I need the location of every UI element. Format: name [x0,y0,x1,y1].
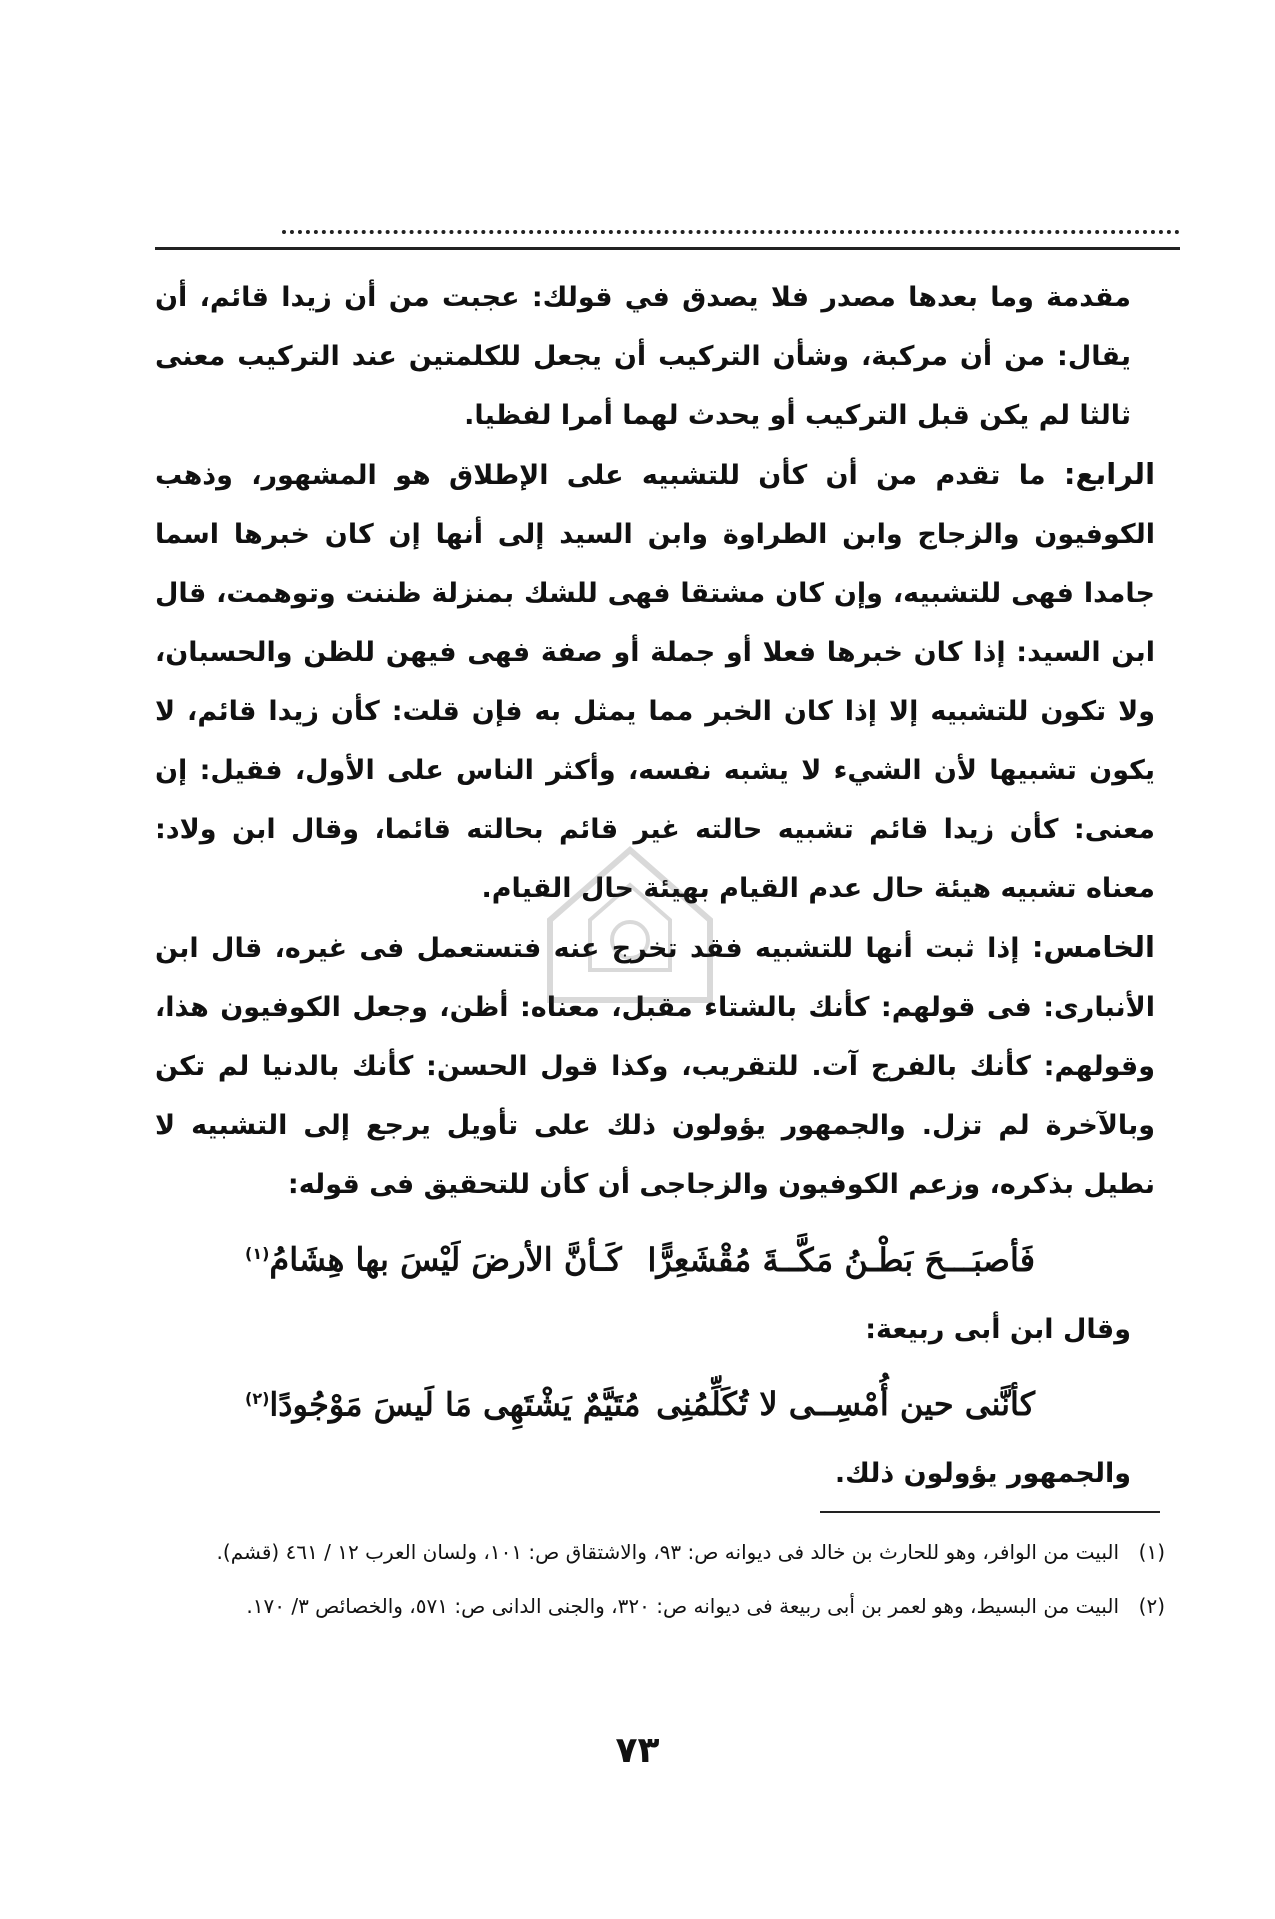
footnote-number: (٢) [1138,1594,1165,1618]
verse-1 [245,1224,1035,1290]
footnote-number: (١) [1138,1540,1165,1564]
footnote-2 [155,1584,1165,1628]
footnote-1 [155,1530,1165,1574]
verse-1-second-hemistich [245,1224,622,1290]
verse-2-intro: وقال ابن أبى ربيعة: [865,1313,1131,1345]
paragraph-text: مقدمة وما بعدها مصدر فلا يصدق في قولك: عجبت من أن زيدا قائم، أن يقال: من أن مركبة، وشأن التركيب أن يجعل للكلمتين عند التركيب معنى ثالثا لم يكن قبل التركيب أو يحدث لهما أمرا لفظيا. [155,282,1131,431]
paragraph-text: إذا ثبت أنها للتشبيه فقد تخرج عنه فتستعمل فى غيره، قال ابن الأنبارى: فى قولهم: كأنك بالشتاء مقبل، معناه: أظن، وجعل الكوفيون هذا، وقولهم: كأنك بالفرج آت. للتقريب، وكذا قول الحسن: كأنك بالدنيا لم تكن وبالآخرة لم تزل. والجمهور يؤولون ذلك على تأويل يرجع إلى التشبيه لا نطيل بذكره، وزعم الكوفيون والزجاجى أن كأن للتحقيق فى قوله: [155,933,1155,1200]
footnotes [155,1530,1165,1638]
footnote-marker-2: (٢) [245,1388,270,1408]
seal-emblem-icon [520,830,740,1030]
footnote-text: البيت من البسيط، وهو لعمر بن أبى ربيعة فى ديوانه ص: ٣٢٠، والجنى الدانى ص: ٥٧١، والخصائص ٣/ ١٧٠. [246,1594,1119,1618]
section-heading: الخامس: [1031,930,1155,964]
paragraph-continuation [155,268,1155,445]
header-solid-rule [155,247,1180,250]
paragraph-text: ما تقدم من أن كأن للتشبيه على الإطلاق هو المشهور، وذهب الكوفيون والزجاج وابن الطراوة وابن السيد إلى أنها إن كان خبرها اسما جامدا فهى للتشبيه، وإن كان مشتقا فهى للشك بمنزلة ظننت وتوهمت، قال ابن السيد: إذا كان خبرها فعلا أو جملة أو صفة فهى فيهن للظن والحسبان، ولا تكون للتشبيه إلا إذا كان الخبر مما يمثل به فإن قلت: كأن زيدا قائم، لا يكون تشبيها لأن الشيء لا يشبه نفسه، وأكثر الناس على الأول، فقيل: إن معنى: كأن زيدا قائم تشبيه حالته غير قائم بحالته قائما، وقال ابن ولاد: معناه تشبيه هيئة حال عدم القيام بهيئة حال القيام. [155,460,1155,904]
verse-2-second-text: مُتَيَّمٌ يَشْتَهِى مَا لَيسَ مَوْجُودًا [269,1385,641,1424]
verse-1-first-hemistich: فَأصبَـــحَ بَطْـنُ مَكَّــةَ مُقْشَعِرًّا [647,1240,1035,1279]
verse-2-second-hemistich [245,1369,640,1435]
footnote-separator [820,1511,1160,1513]
section-heading: الرابع: [1063,457,1156,491]
page-number: ٧٣ [615,1730,660,1771]
verse-1-second-text: كَـأنَّ الأرضَ لَيْسَ بها هِشَامُ [269,1240,622,1279]
footnote-text: البيت من الوافر، وهو للحارث بن خالد فى ديوانه ص: ٩٣، والاشتقاق ص: ١٠١، ولسان العرب ١٢ / ٤٦١ (قشم). [216,1540,1119,1564]
verse-2-first-hemistich: كأنَّنى حين أُمْسِــى لا تُكَلِّمُنِى [656,1385,1035,1424]
header-dotted-rule [282,230,1180,234]
footnote-marker-1: (١) [245,1244,270,1263]
verse-2 [245,1369,1035,1435]
closing-line: والجمهور يؤولون ذلك. [834,1458,1131,1490]
